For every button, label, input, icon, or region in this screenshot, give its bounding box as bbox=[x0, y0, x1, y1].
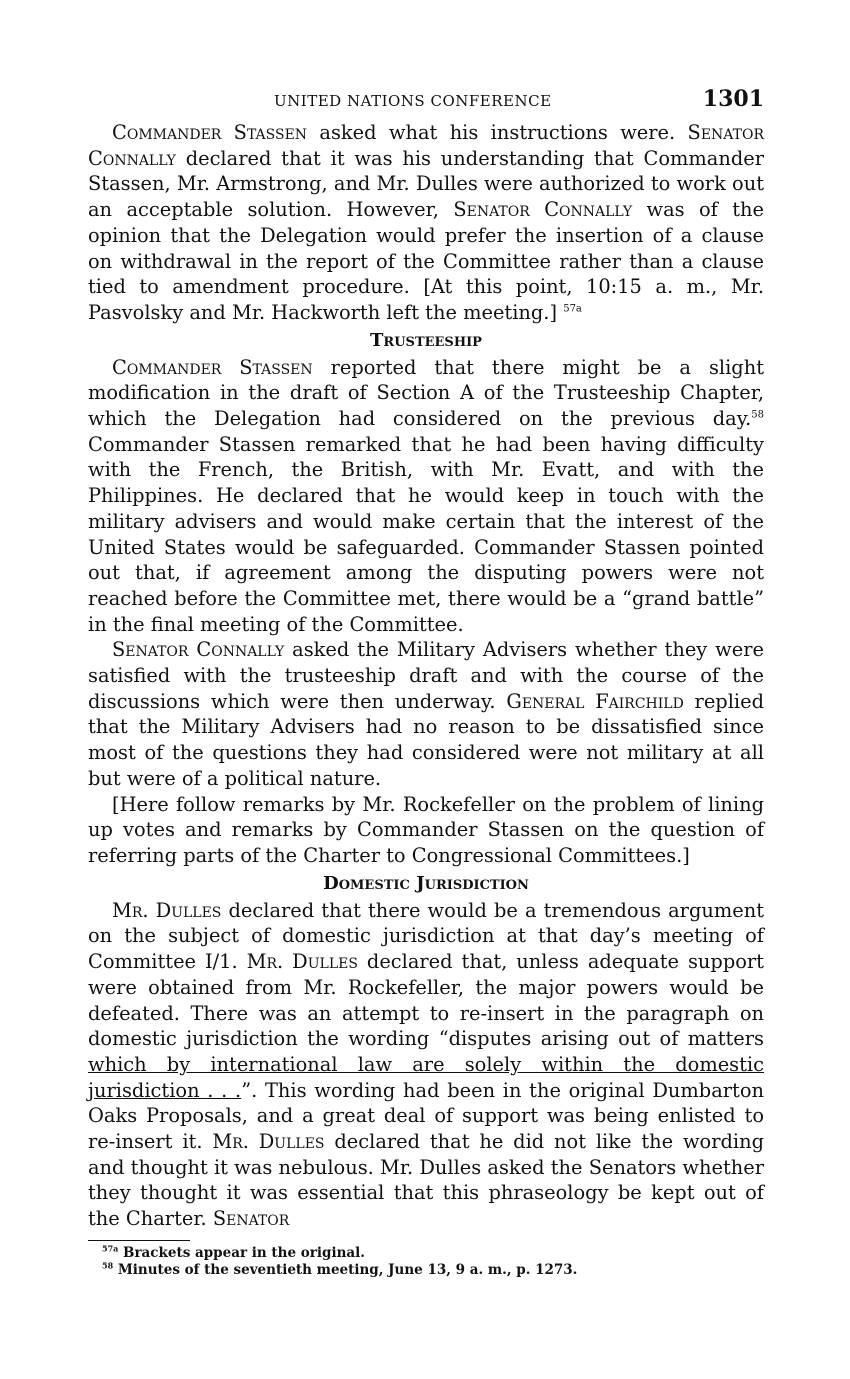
paragraph-text: asked the Military Advisers whether they were satisfied with the trusteeship draft and with the course of the discussions which were then underway. bbox=[88, 638, 765, 713]
speaker-name: Commander Stassen bbox=[112, 355, 313, 379]
page-number: 1301 bbox=[702, 86, 764, 112]
paragraph-editorial-note: [Here follow remarks by Mr. Rockefeller on the problem of lining up votes and remarks by Commander Stassen on the question of referring parts of the Charter to Congressional Committees.] bbox=[88, 792, 764, 867]
paragraph-text: declared that he did not like the wording and thought it was nebulous. Mr. Dulles asked the Senators whether they thought it was essential that this phraseology be kept out of the Charter. bbox=[88, 1130, 765, 1231]
speaker-name: Senator Connally bbox=[453, 198, 633, 222]
paragraph-military-advisers bbox=[88, 637, 764, 791]
section-heading-domestic-jurisdiction: Domestic Jurisdiction bbox=[323, 872, 529, 894]
paragraph-instructions bbox=[88, 120, 764, 326]
footnote-ref: 58 bbox=[751, 409, 764, 421]
quoted-wording: “disputes arising out of matters bbox=[438, 1027, 764, 1051]
document-page bbox=[88, 86, 764, 1279]
paragraph-text: was of the opinion that the Delegation would prefer the insertion of a clause on withdrawal in the report of the Committee rather than a clause tied to amendment procedure. [At this point, 10:15 a. m., Mr. Pasvolsky and Mr. Hackworth left the meeting.] bbox=[88, 198, 765, 324]
paragraph-text: asked what his instructions were. bbox=[307, 121, 688, 144]
speaker-name: Senator Connally bbox=[88, 121, 764, 170]
footnote-text: Minutes of the seventieth meeting, June 13, 9 a. m., p. 1273. bbox=[113, 1261, 578, 1278]
paragraph-text: reported that there might be a slight modification in the draft of Section A of the Trusteeship Chapter, which the Delegation had considered on the previous day. bbox=[88, 355, 764, 431]
paragraph-text: Commander Stassen remarked that he had been having difficulty with the French, the British, with Mr. Evatt, and with the Philippines. He declared that he would keep in touch with the military advisers and would make certain that the interest of the United States would be safeguarded. Commander Stassen pointed out that, if agreement among the disputing powers were not reached before the Committee met, there would be a “grand battle” in the final meeting of the Committee. bbox=[88, 432, 764, 636]
footnote-mark: 57a bbox=[102, 1243, 119, 1254]
speaker-name: Commander Stassen bbox=[112, 121, 308, 144]
footnote bbox=[88, 1262, 764, 1279]
running-head bbox=[88, 86, 764, 120]
speaker-name: General Fairchild bbox=[506, 689, 684, 713]
paragraph-domestic-jurisdiction bbox=[88, 898, 764, 1232]
paragraph-text: declared that there would be a tremendous argument on the subject of domestic jurisdiction at that day’s meeting of Committee I/1. bbox=[88, 898, 764, 974]
speaker-name: Mr. Dulles bbox=[212, 1130, 325, 1154]
speaker-name: Mr. Dulles bbox=[112, 898, 222, 922]
paragraph-trusteeship-report bbox=[88, 355, 764, 638]
footnote-mark: 58 bbox=[102, 1260, 114, 1271]
running-title: UNITED NATIONS CONFERENCE bbox=[274, 92, 552, 110]
speaker-name: Senator Connally bbox=[112, 638, 285, 662]
speaker-name: Senator bbox=[212, 1207, 290, 1231]
paragraph-text: declared that, unless adequate support were obtained from Mr. Rockefeller, the major powers would be defeated. There was an attempt to re-insert in the paragraph on domestic jurisdiction the wording bbox=[88, 950, 764, 1051]
footnote-divider bbox=[88, 1240, 190, 1241]
footnote bbox=[88, 1245, 764, 1262]
paragraph-text: declared that it was his understanding that Commander Stassen, Mr. Armstrong, and Mr. Dulles were authorized to work out an acceptable solution. However, bbox=[88, 146, 764, 222]
footnote-ref: 57a bbox=[563, 303, 582, 315]
paragraph-text: replied that the Military Advisers had no reason to be dissatisfied since most of the questions they had considered were not military at all but were of a political nature. bbox=[88, 689, 764, 790]
footnote-text: Brackets appear in the original. bbox=[118, 1244, 365, 1261]
speaker-name: Mr. Dulles bbox=[246, 950, 358, 974]
underlined-wording: which by international law are solely within the domestic jurisdiction . . . bbox=[88, 1052, 764, 1102]
paragraph-text: ”. This wording had been in the original Dumbarton Oaks Proposals, and a great deal of support was being enlisted to re-insert it. bbox=[88, 1078, 764, 1154]
section-heading-trusteeship: Trusteeship bbox=[370, 329, 482, 351]
